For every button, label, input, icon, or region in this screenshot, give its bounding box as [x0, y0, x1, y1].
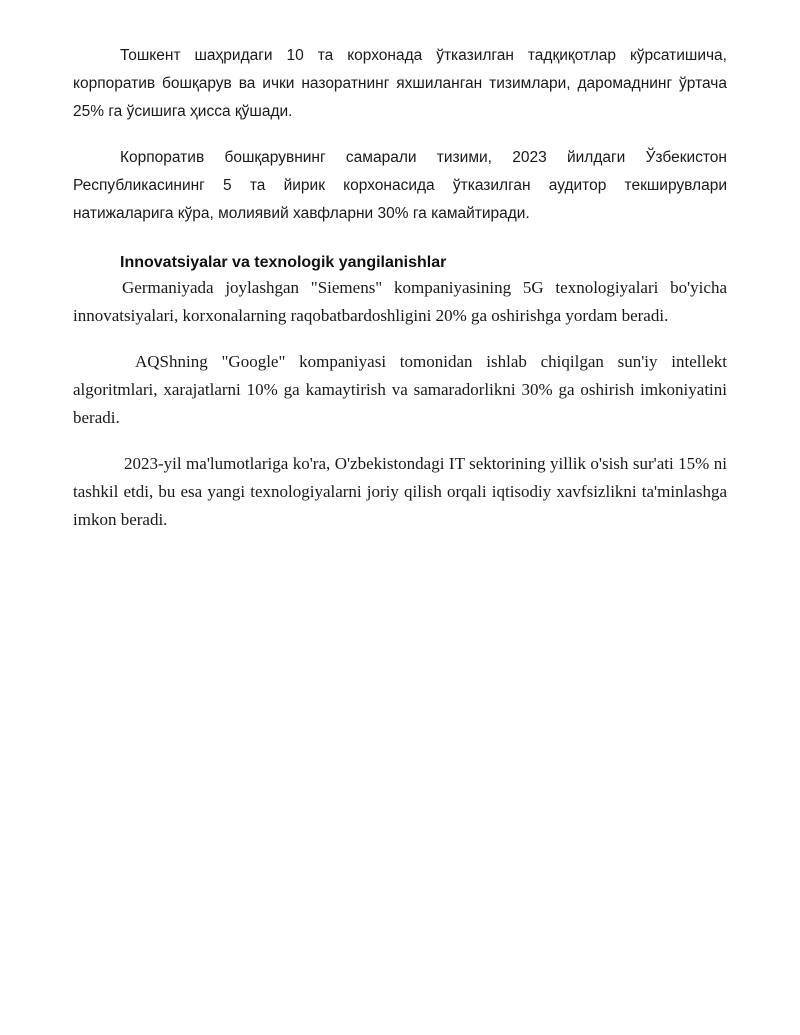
paragraph-it-sector: 2023-yil ma'lumotlariga ko'ra, O'zbekistondagi IT sektorining yillik o'sish sur'ati 15% ni tashkil etdi, bu esa yangi texnologiyalarni joriy qilish orqali iqtisodiy xavfsizlikni ta'minlashga imkon beradi.: [73, 454, 727, 529]
paragraph-google: AQShning "Google" kompaniyasi tomonidan ishlab chiqilgan sun'iy intellekt algoritmlari, xarajatlarni 10% ga kamaytirish va samaradorlikni 30% ga oshirish imkoniyatini beradi.: [73, 352, 727, 427]
paragraph-corporate-governance: Корпоратив бошқарувнинг самарали тизими, 2023 йилдаги Ўзбекистон Республикасининг 5 та йирик корхонасида ўтказилган аудитор текширувлари натижаларига кўра, молиявий хавфларни 30% га камайтиради.: [73, 149, 727, 222]
document-body: [73, 42, 727, 552]
paragraph-siemens: Germaniyada joylashgan "Siemens" kompaniyasining 5G texnologiyalari bo'yicha innovatsiyalari, korxonalarning raqobatbardoshligini 20% ga oshirishga yordam beradi.: [73, 278, 727, 325]
paragraph-tashkent-research: Тошкент шаҳридаги 10 та корхонада ўтказилган тадқиқотлар кўрсатишича, корпоратив бошқарув ва ички назоратнинг яхшиланган тизимлари, даромаднинг ўртача 25% га ўсишига ҳисса қўшади.: [73, 47, 727, 120]
section-heading: Innovatsiyalar va texnologik yangilanishlar: [120, 254, 447, 271]
